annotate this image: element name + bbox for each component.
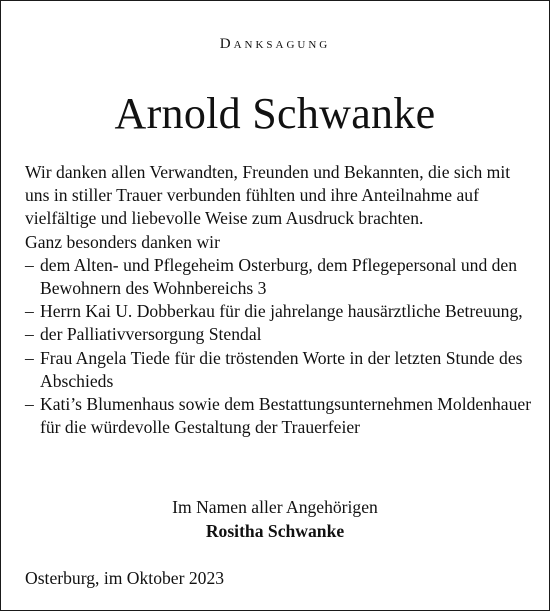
thanks-list	[25, 254, 535, 440]
lead-text: Ganz besonders danken wir	[25, 231, 220, 252]
list-item-text: Frau Angela Tiede für die tröstenden Worte in der letzten Stunde des Abschieds	[40, 347, 523, 391]
deceased-name: Arnold Schwanke	[114, 89, 436, 138]
dash-marker: –	[25, 347, 34, 368]
list-item	[25, 323, 535, 346]
dash-marker: –	[25, 254, 34, 275]
message-body	[25, 161, 535, 439]
heading: Danksagung	[219, 36, 331, 52]
intro-text: Wir danken allen Verwandten, Freunden und Bekannten, die sich mit uns in stiller Trauer verbunden fühlten und ihre Anteilnahme auf vielfältige und liebevolle Weise zum Ausdruck brachten.	[25, 162, 511, 229]
list-item	[25, 393, 535, 439]
dash-marker: –	[25, 394, 34, 415]
signature-block	[1, 496, 549, 543]
dash-marker: –	[25, 301, 34, 322]
dash-marker: –	[25, 324, 34, 345]
list-item	[25, 347, 535, 393]
place-date: Osterburg, im Oktober 2023	[25, 568, 225, 588]
list-item-text: dem Alten- und Pflegeheim Osterburg, dem Pflegepersonal und den Bewohnern des Wohnbereichs 3	[40, 254, 518, 299]
list-item-text: Kati’s Blumenhaus sowie dem Bestattungsunternehmen Moldenhauer für die würdevolle Gestaltung der Trauerfeier	[40, 394, 532, 438]
signer-name: Rositha Schwanke	[205, 520, 345, 541]
list-item	[25, 300, 535, 323]
list-item-text: der Palliativversorgung Stendal	[40, 324, 262, 345]
signature-line: Im Namen aller Angehörigen	[172, 497, 378, 517]
list-item-text: Herrn Kai U. Dobberkau für die jahrelange hausärztliche Betreuung,	[40, 301, 523, 322]
list-item	[25, 254, 535, 300]
